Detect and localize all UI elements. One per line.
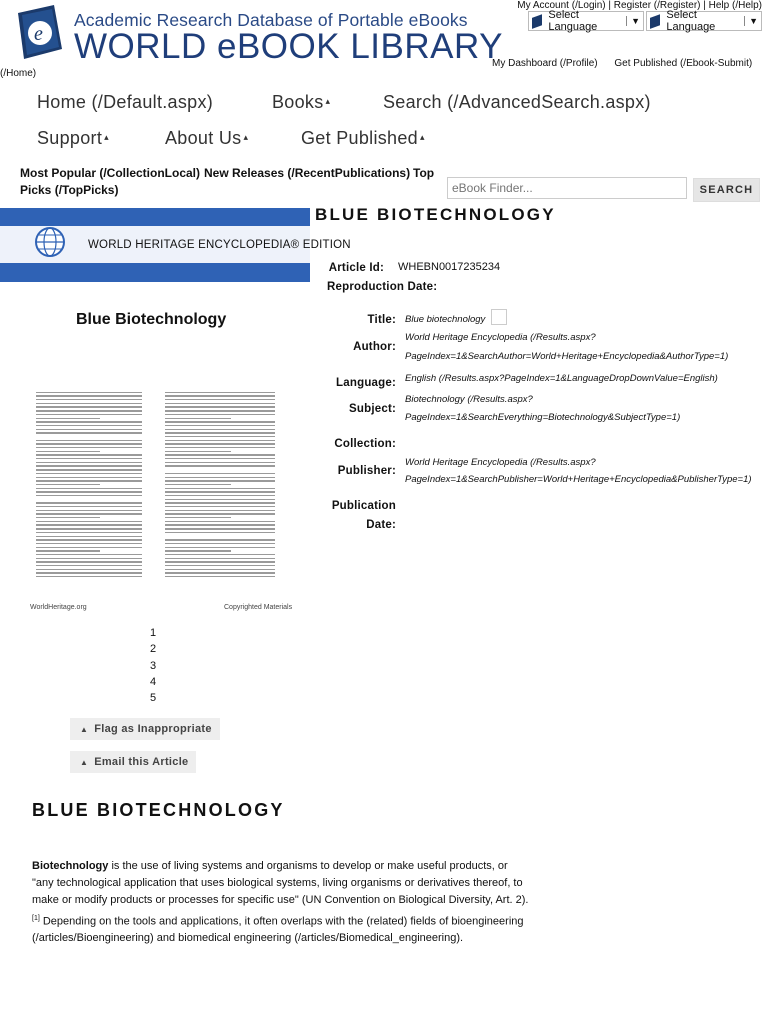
ebook-logo-icon[interactable] <box>12 3 66 63</box>
get-published-link[interactable]: Get Published (/Ebook-Submit) <box>614 58 753 69</box>
cover-text-line <box>36 499 142 500</box>
new-releases-link[interactable]: New Releases (/RecentPublications) <box>204 166 411 180</box>
cover-text-line <box>36 447 142 448</box>
cover-text-line <box>165 499 275 500</box>
language-label: Language: <box>336 377 396 389</box>
cover-text-line <box>165 462 275 463</box>
cover-text-line <box>165 576 275 577</box>
cover-text-line <box>165 569 275 570</box>
cover-text-line <box>165 532 275 533</box>
cover-text-line <box>36 480 142 481</box>
collection-label: Collection: <box>334 438 396 450</box>
cover-text-line <box>36 524 142 525</box>
cover-text-line <box>165 443 275 444</box>
cover-text-line <box>165 429 275 430</box>
cover-text-line <box>165 473 275 474</box>
top-picks-link[interactable]: Top <box>413 166 435 180</box>
caret-up-icon: ▲ <box>80 725 89 734</box>
publisher-label: Publisher: <box>337 465 396 477</box>
title-box <box>491 309 507 325</box>
cover-text-line <box>36 561 142 562</box>
nav-support-label: Support <box>37 128 103 148</box>
cover-text-line <box>165 465 275 466</box>
cover-text-line <box>36 451 100 452</box>
cover-text-right <box>165 388 275 580</box>
flag-icon <box>532 14 542 29</box>
cover-text-line <box>165 558 275 559</box>
cover-text-line <box>36 506 142 507</box>
title-label: Title: <box>367 314 396 326</box>
cover-text-line <box>36 440 142 441</box>
site-brand[interactable]: WORLD eBOOK LIBRARY <box>74 27 503 66</box>
language-select[interactable] <box>528 11 644 31</box>
cover-text-left <box>36 388 142 580</box>
subject-label: Subject: <box>349 403 396 415</box>
cover-text-line <box>165 572 275 573</box>
cover-text-line <box>36 554 142 555</box>
cover-text-line <box>165 565 275 566</box>
page-link[interactable]: 5 <box>149 692 157 704</box>
cover-text-line <box>165 436 275 437</box>
home-link[interactable]: (/Home) <box>0 68 37 79</box>
nav-home[interactable]: Home (/Default.aspx) <box>37 92 214 112</box>
cover-text-line <box>165 414 275 415</box>
cover-text-line <box>36 392 142 393</box>
cover-text-line <box>165 517 231 518</box>
cover-text-line <box>36 399 142 400</box>
cover-text-line <box>36 410 142 411</box>
cover-text-line <box>165 451 231 452</box>
top-picks-link-cont[interactable]: Picks (/TopPicks) <box>20 183 119 197</box>
cover-text-line <box>36 395 142 396</box>
dashboard-link[interactable]: My Dashboard (/Profile) <box>492 58 598 69</box>
title-value-text: Blue biotechnology <box>405 314 486 325</box>
cover-text-line <box>36 432 142 433</box>
cover-text-line <box>165 392 275 393</box>
cover-text-line <box>36 539 142 540</box>
cover-text-line <box>165 447 275 448</box>
flag-button[interactable] <box>70 718 220 740</box>
cover-footer-left: WorldHeritage.org <box>30 604 87 611</box>
cover-text-line <box>165 561 275 562</box>
cover-text-line <box>36 532 142 533</box>
article-id-value: WHEBN0017235234 <box>398 261 501 273</box>
cover-text-line <box>165 550 231 551</box>
cover-text-line <box>165 480 275 481</box>
cover-text-line <box>165 495 275 496</box>
cover-text-line <box>36 536 142 537</box>
author-link[interactable]: World Heritage Encyclopedia (/Results.aspx? <box>405 332 596 343</box>
subject-link[interactable]: Biotechnology (/Results.aspx? <box>405 394 533 405</box>
nav-support[interactable] <box>37 128 109 149</box>
cover-text-line <box>165 554 275 555</box>
cover-text-line <box>36 477 142 478</box>
cover-text-line <box>165 521 275 522</box>
cover-text-line <box>165 491 275 492</box>
cover-text-line <box>165 410 275 411</box>
email-button[interactable] <box>70 751 196 773</box>
nav-about-label: About Us <box>165 128 242 148</box>
wh-edition-banner <box>0 208 351 282</box>
cover-text-line <box>36 547 142 548</box>
cover-text-line <box>165 454 275 455</box>
cover-text-line <box>165 547 275 548</box>
cover-text-line <box>36 388 142 389</box>
cover-title: Blue Biotechnology <box>76 311 227 328</box>
cover-text-line <box>36 443 142 444</box>
caret-up-icon: ▴ <box>419 132 425 142</box>
cover-text-line <box>36 454 142 455</box>
nav-books-label: Books <box>272 92 324 112</box>
cover-text-line <box>36 517 100 518</box>
cover-text-line <box>36 473 142 474</box>
language-select[interactable] <box>646 11 762 31</box>
cover-text-line <box>165 524 275 525</box>
flag-button-label: Flag as Inappropriate <box>94 723 212 735</box>
user-links <box>492 58 766 69</box>
cover-text-line <box>36 572 142 573</box>
caret-up-icon: ▴ <box>325 96 331 106</box>
cover-text-line <box>165 506 275 507</box>
cover-text-line <box>36 565 142 566</box>
cover-text-line <box>165 528 275 529</box>
caret-up-icon: ▴ <box>243 132 249 142</box>
cover-text-line <box>36 513 142 514</box>
search-button[interactable]: SEARCH <box>693 178 760 202</box>
language-link[interactable]: English (/Results.aspx?PageIndex=1&LanguageDropDownValue=English) <box>405 373 718 384</box>
article-term: Biotechnology <box>32 860 109 872</box>
cover-text-line <box>36 484 100 485</box>
cover-text-line <box>165 425 275 426</box>
cover-text-line <box>165 539 275 540</box>
dropdown-arrow-icon: ▼ <box>744 16 758 26</box>
page-link[interactable]: 3 <box>149 660 157 672</box>
cover-text-line <box>36 528 142 529</box>
publisher-link[interactable]: World Heritage Encyclopedia (/Results.aspx? <box>405 457 596 468</box>
title-value <box>405 309 507 329</box>
cover-text-line <box>36 488 142 489</box>
cover-text-line <box>36 495 142 496</box>
page-link[interactable]: 1 <box>149 627 157 639</box>
cover-text-line <box>36 502 142 503</box>
cover-text-line <box>36 429 142 430</box>
cover-text-line <box>165 469 275 470</box>
cover-text-line <box>165 440 275 441</box>
nav-books[interactable] <box>272 92 330 113</box>
cover-text-line <box>36 521 142 522</box>
cover-text-line <box>165 399 275 400</box>
cover-text-line <box>36 543 142 544</box>
banner-edition-label: WORLD HERITAGE ENCYCLOPEDIA® EDITION <box>88 239 351 251</box>
author-link-cont[interactable]: PageIndex=1&SearchAuthor=World+Heritage+Encyclopedia&AuthorType=1) <box>405 351 729 362</box>
nav-about[interactable] <box>165 128 248 149</box>
cover-text-line <box>36 458 142 459</box>
cover-text-line <box>165 406 275 407</box>
cover-text-line <box>165 477 275 478</box>
cover-text-line <box>36 550 100 551</box>
article-title: BLUE BIOTECHNOLOGY <box>315 205 556 224</box>
cover-text-line <box>165 484 231 485</box>
most-popular-link[interactable]: Most Popular (/CollectionLocal) <box>20 166 201 180</box>
body-heading: BLUE BIOTECHNOLOGY <box>32 800 285 820</box>
svg-text:e: e <box>34 23 43 45</box>
email-button-label: Email this Article <box>94 756 189 768</box>
article-text-1: is the use of living systems and organisms to develop or make useful products, or "any technological application that uses biological systems, living organisms or derivatives thereof, to make or modify products or processes for specific use" (UN Convention on Biological Diversity, Art. 2). <box>32 860 529 907</box>
page-link[interactable]: 4 <box>149 676 157 688</box>
language-selectors <box>528 11 762 31</box>
cover-text-line <box>165 510 275 511</box>
publisher-link-cont[interactable]: PageIndex=1&SearchPublisher=World+Heritage+Encyclopedia&PublisherType=1) <box>405 474 752 485</box>
cover-text-line <box>165 395 275 396</box>
cover-text-line <box>36 414 142 415</box>
cover-text-line <box>165 432 275 433</box>
subject-link-cont[interactable]: PageIndex=1&SearchEverything=Biotechnology&SubjectType=1) <box>405 412 681 423</box>
reproduction-date-label: Reproduction Date: <box>327 281 438 293</box>
nav-get-published[interactable] <box>301 128 425 149</box>
nav-get-published-label: Get Published <box>301 128 418 148</box>
cover-text-line <box>36 406 142 407</box>
cover-text-line <box>36 465 142 466</box>
cover-text-line <box>36 418 100 419</box>
article-text-2: Depending on the tools and applications, it often overlaps with the (related) fields of bioengineering (/articles/Bioengineering) and biomedical engineering (/articles/Biomedical_engineering). <box>32 915 524 945</box>
dropdown-arrow-icon: ▼ <box>626 16 640 26</box>
cover-text-line <box>36 436 142 437</box>
globe-emblem-icon <box>32 222 68 264</box>
cover-text-line <box>36 576 142 577</box>
caret-up-icon: ▴ <box>104 132 109 142</box>
cover-text-line <box>36 510 142 511</box>
page-link[interactable]: 2 <box>149 643 157 655</box>
article-id-label: Article Id: <box>328 262 384 274</box>
caret-up-icon: ▲ <box>80 758 89 767</box>
cover-text-line <box>36 462 142 463</box>
cover-text-line <box>165 543 275 544</box>
cover-text-line <box>36 491 142 492</box>
author-label: Author: <box>353 341 396 353</box>
cover-text-line <box>36 569 142 570</box>
cover-text-line <box>36 421 142 422</box>
language-select-label: Select Language <box>548 9 598 33</box>
cover-text-line <box>36 425 142 426</box>
ebook-finder-input[interactable] <box>447 177 687 199</box>
flag-icon <box>650 14 660 29</box>
cover-text-line <box>165 418 231 419</box>
cover-text-line <box>165 502 275 503</box>
publication-date-label: Publication <box>331 500 396 512</box>
account-links[interactable]: My Account (/Login) | Register (/Register) | Help (/Help) <box>517 0 762 11</box>
cover-text-line <box>36 558 142 559</box>
language-select-label: Select Language <box>666 9 716 33</box>
reference-link[interactable]: [1] <box>32 914 40 922</box>
cover-text-line <box>36 403 142 404</box>
cover-text-line <box>165 513 275 514</box>
cover-footer-right: Copyrighted Materials <box>224 604 293 611</box>
cover-text-line <box>165 536 275 537</box>
cover-text-line <box>36 469 142 470</box>
cover-text-line <box>165 388 275 389</box>
cover-text-line <box>165 421 275 422</box>
cover-text-line <box>165 488 275 489</box>
cover-text-line <box>165 458 275 459</box>
article-paragraph <box>32 858 532 948</box>
cover-text-line <box>165 403 275 404</box>
site-tagline: Academic Research Database of Portable eBooks <box>74 10 468 30</box>
publication-date-label-cont: Date: <box>366 519 396 531</box>
nav-search[interactable]: Search (/AdvancedSearch.aspx) <box>383 92 651 112</box>
